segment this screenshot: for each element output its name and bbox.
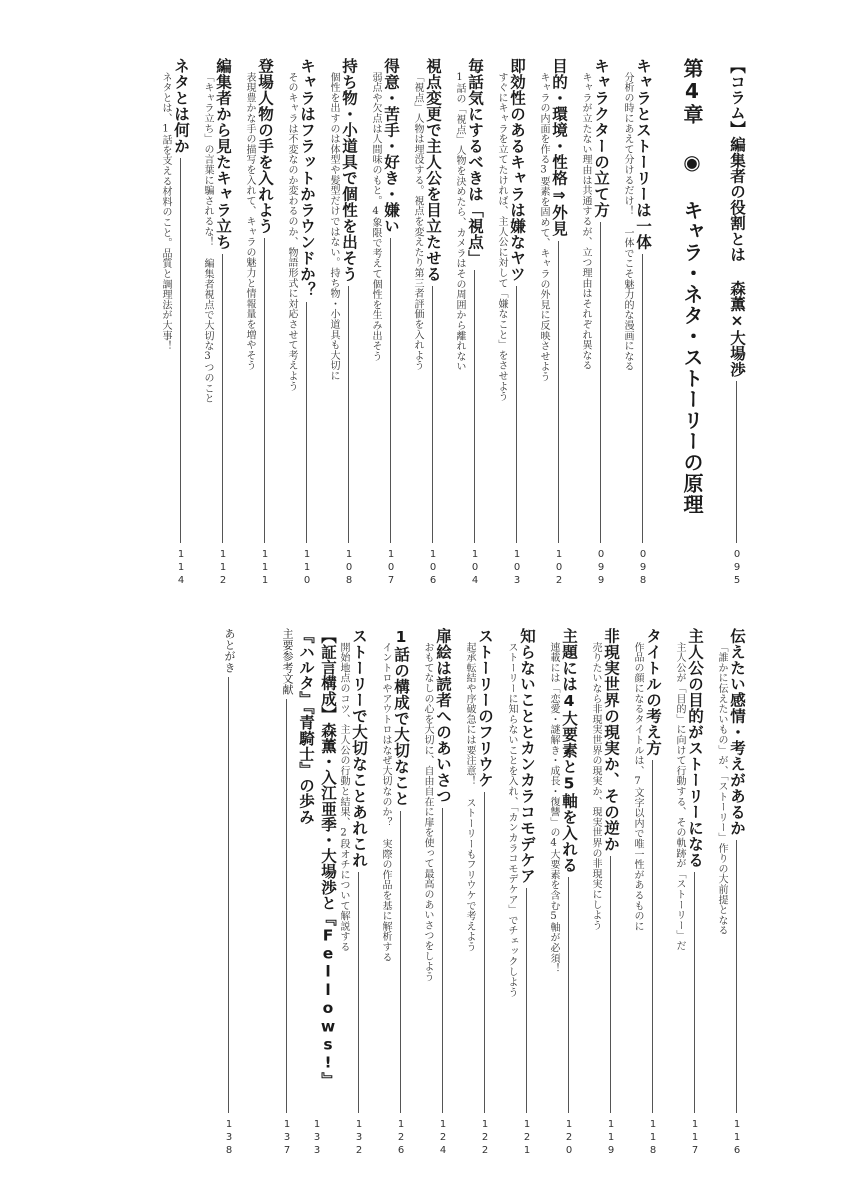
page-number: 102 — [553, 549, 565, 588]
toc-entry[interactable] — [626, 628, 664, 1158]
toc-entry-title-column — [516, 628, 538, 1158]
toc-entry-subtitle: 「視点」人物は埋没する。視点を変えたり第三者評価を入れよう — [412, 72, 423, 371]
leader-line — [264, 238, 266, 543]
toc-entry-title: 得意・苦手・好き・嫌い — [382, 58, 400, 234]
page-number: 103 — [511, 549, 523, 588]
toc-entry-subtitle: 起承転結や序破急には要注意！ ストーリーもフリウケで考えよう — [464, 642, 475, 952]
toc-entry[interactable] — [406, 58, 444, 588]
leader-line — [442, 808, 444, 1113]
leader-line — [516, 286, 518, 543]
toc-entry-subtitle: 表現豊かな手の描写を入れて、キャラの魅力と情報量を増やそう — [244, 72, 255, 371]
page-number: 126 — [395, 1119, 407, 1158]
toc-entry-title-column — [380, 58, 402, 588]
page-number: 121 — [521, 1119, 533, 1158]
toc-entry-title: 目的・環境・性格⇒外見 — [550, 58, 568, 237]
toc-entry-title-column — [632, 58, 654, 588]
toc-entry-title-column — [684, 628, 706, 1158]
toc-entry[interactable] — [726, 58, 748, 588]
toc-entry[interactable] — [238, 58, 276, 588]
toc-entry[interactable] — [500, 628, 538, 1158]
toc-entry[interactable] — [220, 628, 238, 1158]
page-number: 110 — [301, 549, 313, 588]
toc-entry-title-column — [296, 58, 318, 588]
toc-entry-title: 主題には4大要素と5軸を入れる — [560, 628, 578, 873]
leader-line — [228, 677, 230, 1113]
leader-line — [610, 856, 612, 1113]
leader-line — [390, 238, 392, 543]
toc-entry-title: 毎話気にするべきは「視点」 — [466, 58, 484, 266]
toc-entry[interactable] — [574, 58, 612, 588]
toc-entry-subtitle: キャラの内面を作る3要素を固めて、キャラの外見に反映させよう — [538, 72, 549, 382]
page-number: 112 — [217, 549, 229, 588]
toc-entry-subtitle: 売りたいなら非現実世界の現実か、現実世界の非現実にしよう — [590, 642, 601, 931]
toc-entry-subtitle: 連載には「恋愛・謎解き・成長・復讐」の4大要素を含む5軸が必須！ — [548, 642, 559, 974]
toc-entry-title: 知らないこととカンカラコモデケア — [518, 628, 536, 884]
toc-entry-title: キャラクターの立て方 — [592, 58, 610, 218]
leader-line — [180, 158, 182, 543]
leader-line — [358, 872, 360, 1113]
toc-entry-title: 視点変更で主人公を目立たせる — [424, 58, 442, 282]
toc-entry-title: 【証言構成】森薫・入江亜季・大場渉と『Fellows!』『ハルタ』『青騎士』の歩み — [297, 628, 337, 1088]
toc-entry-title-column — [278, 628, 296, 1158]
toc-entry[interactable] — [490, 58, 528, 588]
toc-entry-title-column — [558, 628, 580, 1158]
toc-top-section — [88, 58, 748, 588]
toc-entry-title-column — [726, 58, 748, 588]
leader-line — [474, 270, 476, 543]
toc-entry-subtitle: そのキャラは不変なのか変わるのか、物語形式に対応させて考えよう — [286, 72, 297, 392]
toc-entry[interactable] — [297, 628, 337, 1158]
toc-entry[interactable] — [532, 58, 570, 588]
toc-entry[interactable] — [584, 628, 622, 1158]
toc-entry-title-column — [642, 628, 664, 1158]
toc-entry-subtitle: 1話の「視点」人物を決めたら、カメラはその周囲から離れない — [454, 72, 465, 372]
page-number: 137 — [281, 1119, 293, 1158]
leader-line — [558, 241, 560, 544]
toc-entry-subtitle: 弱点や欠点は人間味のもと。4象限で考えて個性を生み出そう — [370, 72, 381, 362]
toc-entry-title: キャラとストーリーは一体 — [634, 58, 652, 250]
toc-bottom-section — [88, 628, 748, 1158]
toc-entry-title: タイトルの考え方 — [644, 628, 662, 756]
toc-entry[interactable] — [448, 58, 486, 588]
leader-line — [306, 302, 308, 543]
toc-entry-title-column — [212, 58, 234, 588]
toc-entry[interactable] — [668, 628, 706, 1158]
toc-entry-title: 1話の構成で大切なこと — [392, 628, 410, 807]
toc-entry[interactable] — [196, 58, 234, 588]
leader-line — [286, 699, 288, 1113]
toc-entry[interactable] — [616, 58, 654, 588]
toc-entry-subtitle: 開始地点のコツ、主人公の行動と結果、2段オチについて解説する — [338, 642, 349, 952]
leader-line — [432, 286, 434, 543]
toc-entry-title-column — [474, 628, 496, 1158]
page-number: 111 — [259, 549, 271, 588]
leader-line — [400, 811, 402, 1114]
toc-entry-subtitle: おもてなしの心を大切に、自由自在に扉を使って最高のあいさつをしよう — [422, 642, 433, 982]
toc-entry-title: ネタとは何か — [172, 58, 190, 154]
page-number: 107 — [385, 549, 397, 588]
leader-line — [568, 877, 570, 1113]
page-number: 118 — [647, 1119, 659, 1158]
leader-line — [652, 760, 654, 1113]
toc-entry[interactable] — [364, 58, 402, 588]
page-number: 120 — [563, 1119, 575, 1158]
toc-entry-title-column — [338, 58, 360, 588]
leader-line — [484, 792, 486, 1113]
toc-entry-subtitle: キャラが立たない理由は共通するが、立つ理由はそれぞれ異なる — [580, 72, 591, 371]
toc-entry-title-column — [590, 58, 612, 588]
toc-entry-title: キャラはフラットかラウンドか？ — [298, 58, 316, 298]
leader-line — [736, 840, 738, 1113]
toc-entry[interactable] — [154, 58, 192, 588]
toc-entry-title: 【コラム】編集者の役割とは 森薫×大場渉 — [728, 58, 746, 377]
toc-entry[interactable] — [374, 628, 412, 1158]
page-number: 124 — [437, 1119, 449, 1158]
toc-entry-title-column — [726, 628, 748, 1158]
toc-entry-title: 扉絵は読者へのあいさつ — [434, 628, 452, 804]
toc-entry-title-column — [422, 58, 444, 588]
page-number: 138 — [223, 1119, 235, 1158]
leader-line — [642, 254, 644, 543]
toc-entry-title: 持ち物・小道具で個性を出そう — [340, 58, 358, 282]
page-number: 132 — [353, 1119, 365, 1158]
page-number: 119 — [605, 1119, 617, 1158]
toc-entry-title: 非現実世界の現実か、その逆か — [602, 628, 620, 852]
toc-entry-title-column — [170, 58, 192, 588]
toc-entry-title: 登場人物の手を入れよう — [256, 58, 274, 234]
toc-entry-title-column — [506, 58, 528, 588]
toc-entry-subtitle: 個性を出すのは体型や髪型だけではない。持ち物・小道具も大切に — [328, 72, 339, 381]
toc-entry-title: 主要参考文献 — [281, 628, 294, 696]
toc-entry-title-column — [432, 628, 454, 1158]
leader-line — [694, 872, 696, 1113]
toc-entry-subtitle: 作品の顔になるタイトルは、7文字以内で唯一性があるものに — [632, 642, 643, 932]
toc-entry-title-column — [548, 58, 570, 588]
toc-entry-title: ストーリーのフリウケ — [476, 628, 494, 788]
toc-entry-subtitle: 主人公が「目的」に向けて行動する、その軌跡が「ストーリー」だ — [674, 642, 685, 951]
page-number: 095 — [731, 549, 743, 588]
page-number: 098 — [637, 549, 649, 588]
toc-entry-title-column — [297, 628, 337, 1158]
toc-entry-subtitle: 「誰かに伝えたいもの」が、「ストーリー」作りの大前提となる — [716, 642, 727, 936]
leader-line — [736, 381, 738, 543]
page-number: 133 — [311, 1119, 323, 1158]
page-number: 106 — [427, 549, 439, 588]
toc-entry-subtitle: ネタとは、1話を支える材料のこと。品質と調理法が大事！ — [160, 72, 171, 352]
toc-entry[interactable] — [458, 628, 496, 1158]
toc-entry[interactable] — [710, 628, 748, 1158]
toc-entry-subtitle: 「キャラ立ち」の言葉に騙されるな！ 編集者視点で大切な3つのこと — [202, 72, 213, 404]
toc-entry-subtitle: イントロやアウトロはなぜ大切なのか？ 実際の作品を基に解析する — [380, 642, 391, 963]
toc-entry-subtitle: 分析の時にあえて分けるだけ！ 一体でこそ魅力的な漫画になる — [622, 72, 633, 372]
page-number: 122 — [479, 1119, 491, 1158]
toc-entry[interactable] — [280, 58, 318, 588]
toc-entry-subtitle: すぐにキャラを立てたければ、主人公に対して「嫌なこと」をさせよう — [496, 72, 507, 402]
leader-line — [348, 286, 350, 543]
toc-entry-title-column — [600, 628, 622, 1158]
toc-entry-subtitle: ストーリーに知らないことを入れ、「カンカラコモデケア」でチェックしよう — [506, 642, 517, 998]
leader-line — [600, 222, 602, 543]
toc-entry-title: 主人公の目的がストーリーになる — [686, 628, 704, 868]
toc-entry-title: 編集者から見たキャラ立ち — [214, 58, 232, 250]
page-number: 108 — [343, 549, 355, 588]
toc-entry[interactable] — [416, 628, 454, 1158]
toc-entry-title-column — [464, 58, 486, 588]
page-number: 104 — [469, 549, 481, 588]
page-number: 114 — [175, 549, 187, 588]
chapter-heading: 第4章 ◉ キャラ・ネタ・ストーリーの原理 — [680, 58, 704, 515]
toc-entry-title: あとがき — [223, 628, 236, 673]
toc-entry[interactable] — [542, 628, 580, 1158]
toc-entry-title: 即効性のあるキャラは嫌なヤツ — [508, 58, 526, 282]
toc-entry[interactable] — [278, 628, 296, 1158]
toc-entry-title: ストーリーで大切なことあれこれ — [350, 628, 368, 868]
page-number: 117 — [689, 1119, 701, 1158]
page-number: 116 — [731, 1119, 743, 1158]
toc-entry-title-column — [220, 628, 238, 1158]
toc-entry-title: 伝えたい感情・考えがあるか — [728, 628, 746, 836]
toc-entry-title-column — [390, 628, 412, 1158]
leader-line — [526, 888, 528, 1113]
page-number: 099 — [595, 549, 607, 588]
leader-line — [222, 254, 224, 543]
toc-entry-title-column — [348, 628, 370, 1158]
toc-entry[interactable] — [322, 58, 360, 588]
toc-entry-title-column — [254, 58, 276, 588]
